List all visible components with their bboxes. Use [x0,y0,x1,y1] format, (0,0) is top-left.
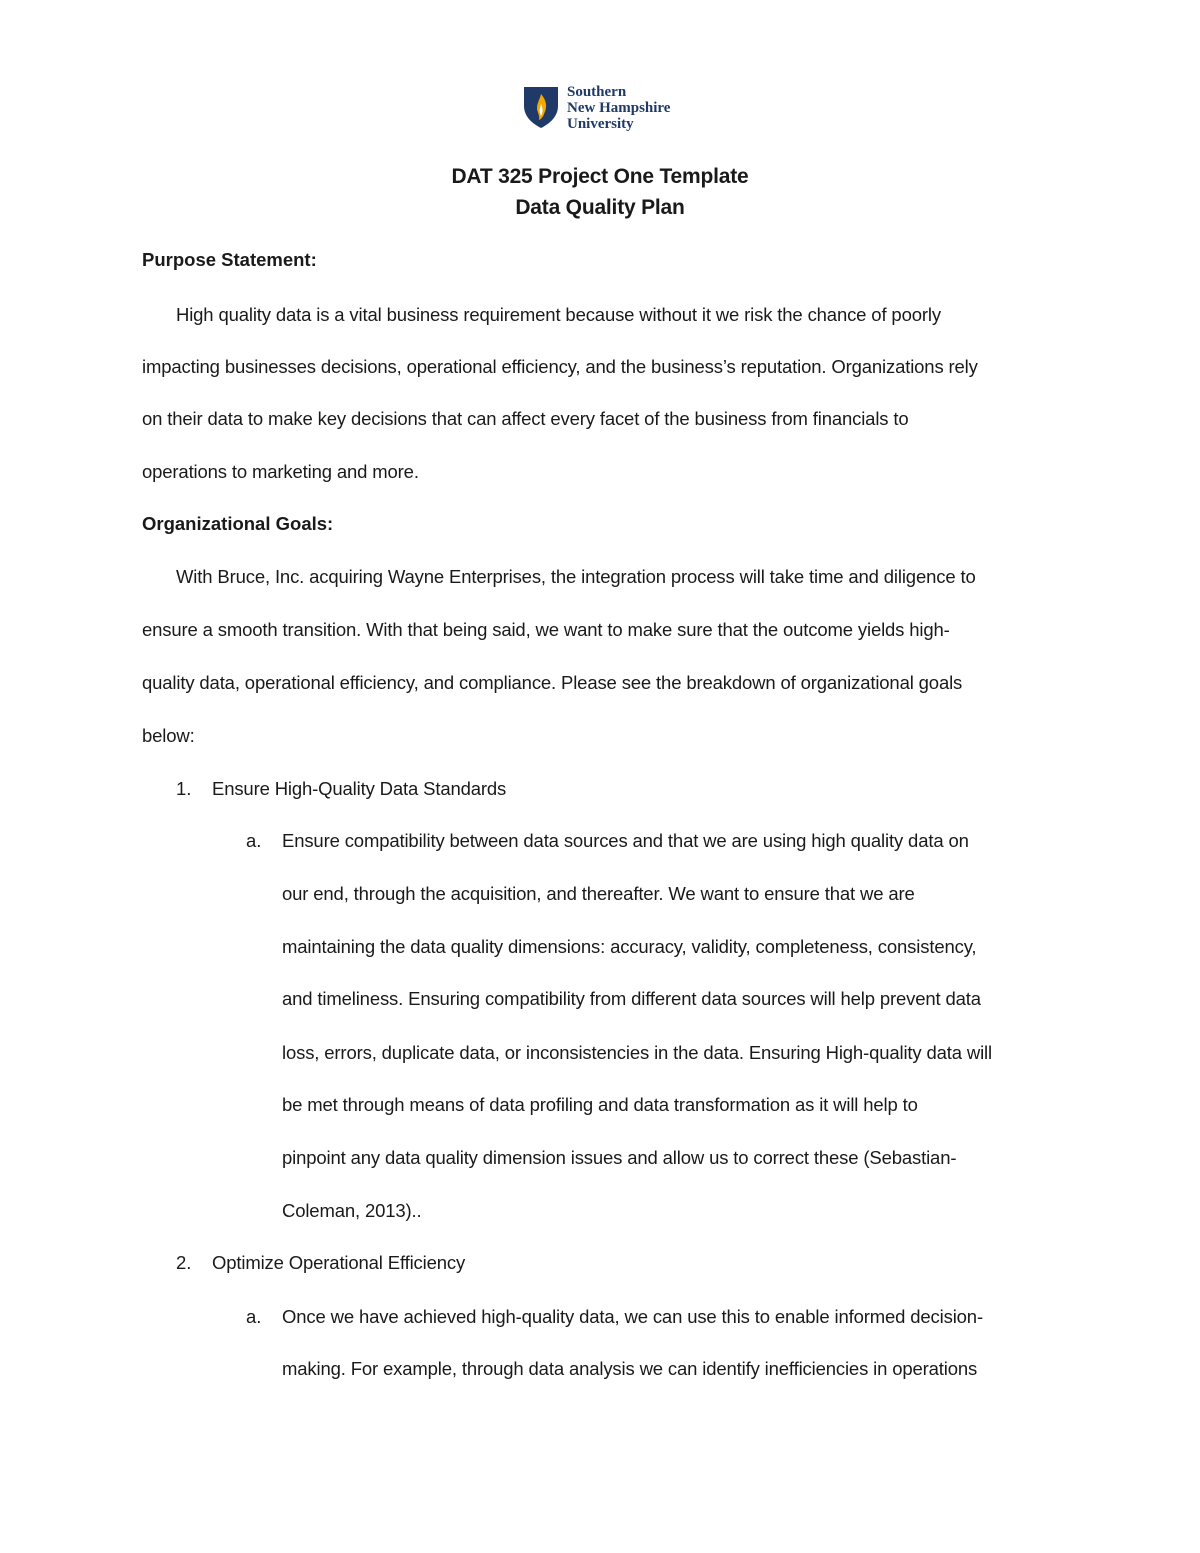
sublist-line: making. For example, through data analysis we can identify inefficiencies in operations [282,1358,978,1379]
list-item-title: Optimize Operational Efficiency [212,1252,466,1273]
sublist-letter: a. [246,1306,262,1327]
purpose-heading: Purpose Statement: [142,249,317,270]
goals-intro-line: With Bruce, Inc. acquiring Wayne Enterprises, the integration process will take time and diligence to [176,566,976,587]
list-number: 2. [176,1252,192,1273]
sublist-line: and timeliness. Ensuring compatibility from different data sources will help prevent data [282,988,981,1009]
logo-line-2: New Hampshire [567,100,671,116]
document-title: DAT 325 Project One Template [451,165,749,188]
snhu-logo [521,84,691,134]
logo-wordmark [567,84,670,132]
document-subtitle: Data Quality Plan [515,196,685,219]
shield-flame-icon [521,84,561,130]
purpose-line: on their data to make key decisions that can affect every facet of the business from financials to [142,408,909,429]
sublist-line: maintaining the data quality dimensions: accuracy, validity, completeness, consistency, [282,936,977,957]
sublist-line: Coleman, 2013).. [282,1200,422,1221]
goals-heading: Organizational Goals: [142,513,334,534]
list-number: 1. [176,778,192,799]
logo-line-1: Southern [567,84,627,100]
goals-intro-line: quality data, operational efficiency, and compliance. Please see the breakdown of organizational goals [142,672,963,693]
sublist-line: be met through means of data profiling and data transformation as it will help to [282,1094,918,1115]
sublist-line: pinpoint any data quality dimension issues and allow us to correct these (Sebastian- [282,1147,957,1168]
sublist-line: Ensure compatibility between data sources and that we are using high quality data on [282,830,969,851]
sublist-line: loss, errors, duplicate data, or inconsistencies in the data. Ensuring High-quality data will [282,1042,992,1063]
logo-line-3: University [567,116,634,132]
goals-intro-line: below: [142,725,195,746]
sublist-line: our end, through the acquisition, and thereafter. We want to ensure that we are [282,883,915,904]
sublist-line: Once we have achieved high-quality data, we can use this to enable informed decision- [282,1306,983,1327]
sublist-letter: a. [246,830,262,851]
purpose-line: impacting businesses decisions, operational efficiency, and the business’s reputation. Organizations rely [142,356,978,377]
purpose-line: High quality data is a vital business requirement because without it we risk the chance of poorly [176,304,941,325]
list-item-title: Ensure High-Quality Data Standards [212,778,507,799]
goals-intro-line: ensure a smooth transition. With that being said, we want to make sure that the outcome yields high- [142,619,950,640]
purpose-line: operations to marketing and more. [142,461,419,482]
